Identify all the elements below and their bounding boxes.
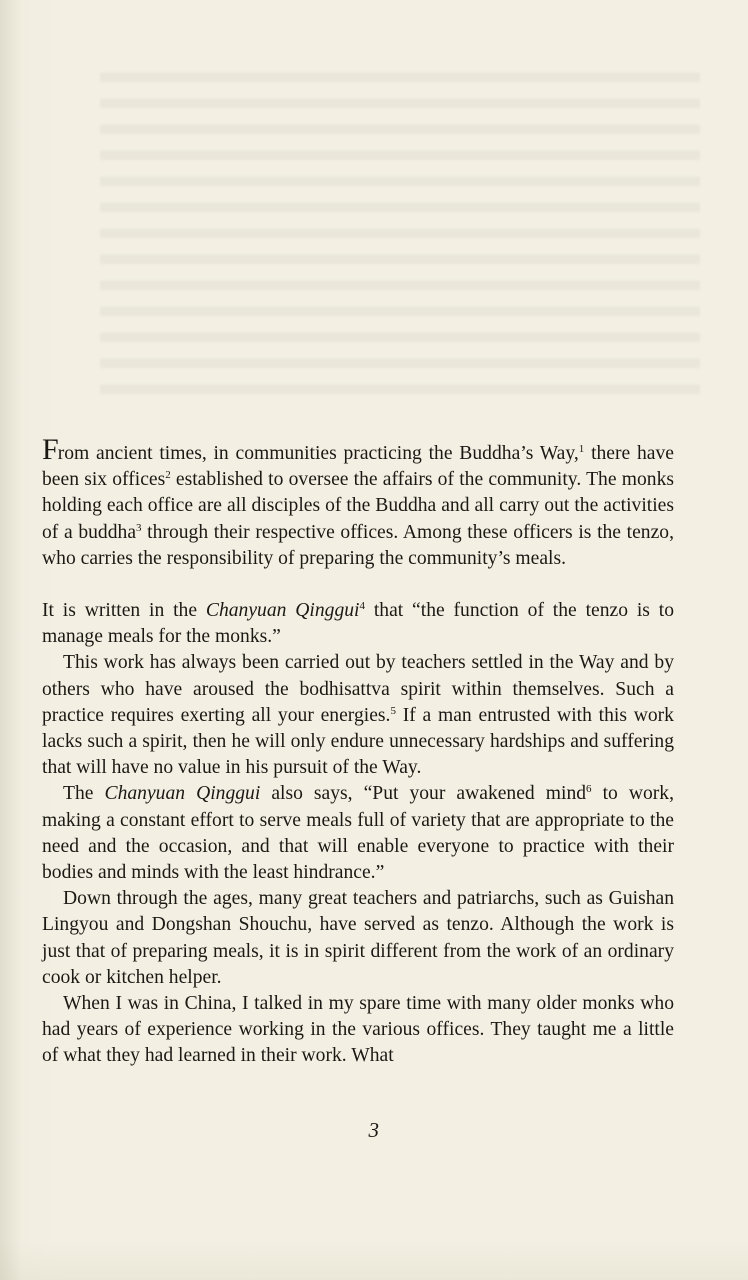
text-run: This work has always been carried out by teachers settled in the Way and by others who have aroused the bodhisattva spirit within themselves. Such a practice requires exerting all your energies. xyxy=(42,652,674,726)
text-run: to work, making a constant effort to serve meals full of variety that are appropriate to the need and the occasion, and that will enable everyone to practice with their bodies and minds with the least hindrance.” xyxy=(42,783,675,884)
text-run: established to oversee the affairs of the community. The monks holding each office are all disciples of the Buddha and all carry out the activities of a buddha xyxy=(42,469,674,543)
footnote-marker: 6 xyxy=(586,783,592,796)
paragraph-awakened-mind xyxy=(42,781,674,886)
book-title: Chanyuan Qinggui xyxy=(104,783,261,805)
page-number: 3 xyxy=(368,1118,380,1142)
text-run: that “the function of the tenzo is to manage meals for the monks.” xyxy=(42,600,674,648)
text-run: through their respective offices. Among these officers is the tenzo, who carries the responsibility of preparing the community’s meals. xyxy=(42,521,674,569)
paragraph-china xyxy=(42,991,674,1070)
text-run: rom ancient times, in communities practicing the Buddha’s Way, xyxy=(57,443,579,464)
text-run: also says, “Put your awakened mind xyxy=(260,783,587,805)
paragraph-function xyxy=(42,598,674,650)
drop-cap: F xyxy=(42,433,58,466)
paragraph-bodhisattva xyxy=(42,650,674,781)
footnote-marker: 4 xyxy=(359,600,365,613)
footnote-marker: 5 xyxy=(390,704,396,717)
text-run: It is written in the xyxy=(42,600,206,622)
footnote-marker: 3 xyxy=(136,521,142,534)
footnote-marker: 1 xyxy=(578,443,585,455)
text-run: When I was in China, I talked in my spare time with many older monks who had years of experience working in the various offices. They taught me a little of what they had learned in their work. What xyxy=(42,993,674,1067)
paragraph-opening xyxy=(42,433,674,572)
text-run: there have been six offices xyxy=(42,443,674,491)
text-run: If a man entrusted with this work lacks such a spirit, then he will only endure unnecessary hardships and suffering that will have no value in his pursuit of the Way. xyxy=(42,704,674,779)
text-run: The xyxy=(63,783,105,805)
footnote-marker: 2 xyxy=(165,469,171,482)
body-text xyxy=(42,433,675,1070)
show-through-text xyxy=(100,62,700,407)
paragraph-patriarchs xyxy=(42,886,674,991)
book-title: Chanyuan Qinggui xyxy=(205,600,360,622)
text-run: Down through the ages, many great teachers and patriarchs, such as Guishan Lingyou and Dongshan Shouchu, have served as tenzo. Although the work is just that of preparing meals, it is in spirit different from the work of an ordinary cook or kitchen helper. xyxy=(42,888,674,988)
